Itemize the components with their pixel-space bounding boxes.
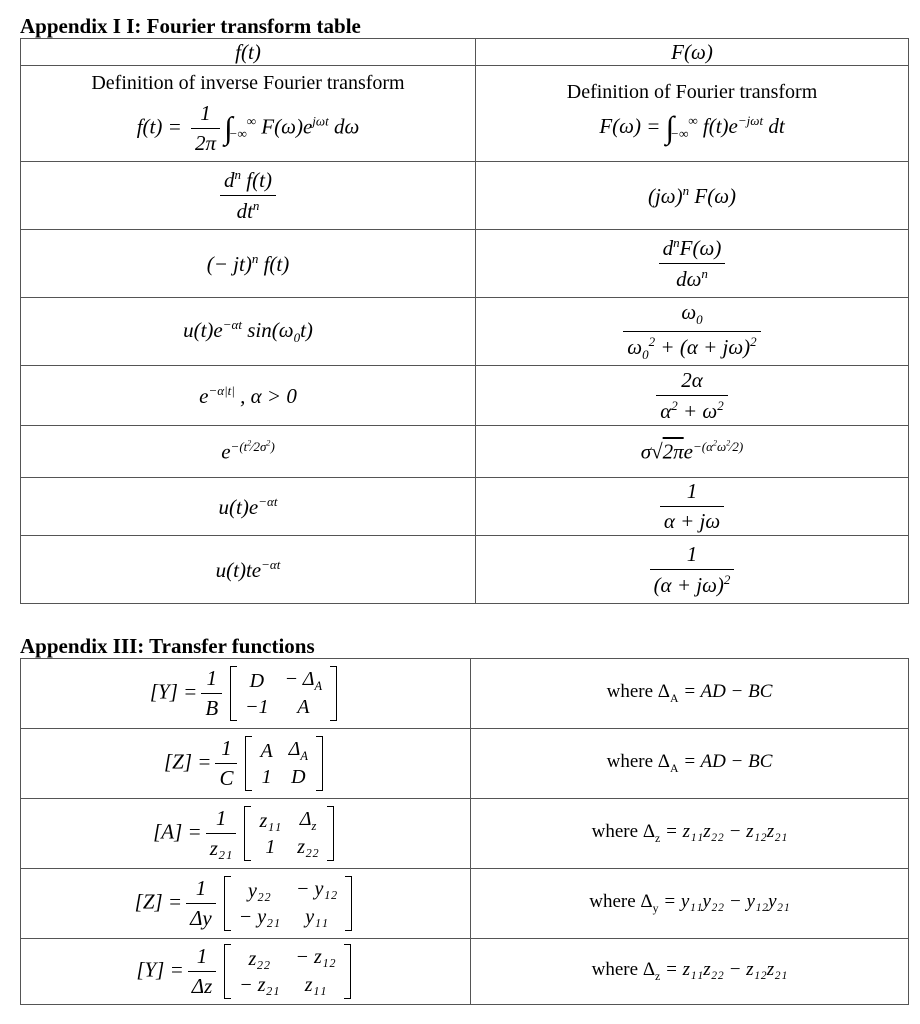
matrix-cell: $\Delta_A$	[288, 738, 308, 763]
matrix-cell: A	[260, 739, 273, 762]
matrix-cell: − y₂₁	[238, 906, 281, 928]
transfer-matrix	[21, 939, 471, 1005]
table-row	[21, 799, 909, 869]
pair-derivative-left: $d^n$ f(t) $dt^n$	[21, 162, 476, 230]
table-row	[21, 869, 909, 939]
transfer-matrix	[21, 799, 471, 869]
transfer-matrix	[21, 729, 471, 799]
pair-t-exp-right: $\frac{1}{(\alpha + j\omega)^2}$	[476, 536, 909, 604]
pair-gaussian-left: $e^{-(t^2⁄2\sigma^2)}$	[21, 426, 476, 478]
transfer-functions-table	[20, 658, 909, 1005]
delta-definition: where $\Delta_z = z_{11}z_{22} - z_{12}z_{21}$	[471, 799, 909, 869]
col-header-f-t: f(t)	[21, 39, 476, 66]
scalar-denominator: Δz	[188, 971, 217, 999]
scalar-denominator: C	[215, 763, 237, 791]
matrix-cell: z₂₂	[248, 947, 271, 970]
matrix-cell: y₂₂	[248, 879, 271, 902]
table-row	[21, 162, 909, 230]
matrix-cell: z₂₂	[297, 836, 319, 858]
matrix-lhs: [Z] =	[134, 889, 183, 914]
delta-definition: where $\Delta_A$ = AD − BC	[471, 659, 909, 729]
appendix-3	[20, 634, 908, 1005]
pair-causal-exp-right: $\frac{1}{\alpha + j\omega}$	[476, 478, 909, 536]
table-row	[21, 230, 909, 298]
pair-causal-exp-left: $u(t)e^{-\alpha t}$	[21, 478, 476, 536]
matrix-cell: 1	[265, 836, 276, 858]
matrix-cell: − $\Delta_A$	[284, 668, 323, 693]
pair-damped-sine-left: $u(t)e^{-\alpha t}$ $\sin(\omega_0t)$	[21, 298, 476, 366]
scalar-numerator: 1	[221, 736, 232, 760]
ft-definition: Definition of Fourier transform $F(\omega) = \int_{-\infty}^\infty$ $f(t)e^{-j\omega t}$ dt	[476, 66, 909, 162]
pair-gaussian-right: $\sigma√2\pi e^{-(\alpha^2\omega^2⁄2)}$	[476, 426, 909, 478]
delta-definition: where $\Delta_y = y_{11}y_{22} - y_{12}y_{21}$	[471, 869, 909, 939]
matrix-cell: z₁₁	[259, 809, 282, 832]
matrix-lhs: [Y] =	[149, 679, 198, 704]
delta-definition: where $\Delta_z = z_{11}z_{22} - z_{12}z_{21}$	[471, 939, 909, 1005]
pair-damped-sine-right: $\frac{\omega_0}{\omega_0^2 + (\alpha + j\omega)^2}$	[476, 298, 909, 366]
scalar-denominator: Δy	[186, 903, 216, 931]
scalar-numerator: 1	[215, 806, 227, 830]
appendix-2	[20, 14, 908, 604]
matrix-cell: − z₁₂	[295, 946, 336, 968]
pair-derivative-right: $(j\omega)^n$ F(ω)	[476, 162, 909, 230]
table-row	[21, 536, 909, 604]
appendix-2-title: Appendix I I: Fourier transform table	[20, 14, 361, 38]
pair-moment-right: $d^nF(\omega)$ $d\omega^n$	[476, 230, 909, 298]
appendix-3-title: Appendix III: Transfer functions	[20, 634, 315, 658]
scalar-numerator: 1	[206, 666, 217, 690]
table-row	[21, 729, 909, 799]
matrix-cell: $\Delta_z$	[299, 808, 317, 833]
matrix-cell: D	[249, 669, 265, 692]
matrix-lhs: [Y] =	[136, 957, 184, 982]
matrix-cell: − y₁₂	[296, 878, 338, 900]
fourier-table	[20, 38, 909, 604]
table-row	[21, 426, 909, 478]
matrix-lhs: [Z] =	[163, 749, 212, 774]
pair-moment-left: (− jt)$^n$ f(t)	[21, 230, 476, 298]
transfer-matrix	[21, 659, 471, 729]
delta-definition: where $\Delta_A$ = AD − BC	[471, 729, 909, 799]
matrix-cell: y₁₁	[305, 906, 329, 928]
table-row	[21, 659, 909, 729]
scalar-denominator: B	[201, 693, 222, 721]
definition-row	[21, 66, 909, 162]
matrix-cell: − z₂₁	[239, 974, 280, 996]
scalar-denominator: z₂₁	[206, 833, 237, 861]
matrix-cell: A	[297, 696, 310, 718]
transfer-matrix	[21, 869, 471, 939]
table-row	[21, 366, 909, 426]
table-row	[21, 478, 909, 536]
ft-caption: Definition of Fourier transform	[566, 81, 818, 103]
scalar-numerator: 1	[195, 876, 207, 900]
pair-t-exp-left: $u(t)te^{-\alpha t}$	[21, 536, 476, 604]
inverse-ft-caption: Definition of inverse Fourier transform	[91, 71, 405, 94]
pair-two-sided-exp-left: $e^{-\alpha|t|}$ , α > 0	[21, 366, 476, 426]
matrix-cell: −1	[245, 696, 269, 718]
scalar-numerator: 1	[196, 944, 208, 968]
col-header-F-omega: F(ω)	[476, 39, 909, 66]
pair-two-sided-exp-right: $\frac{2\alpha}{\alpha^2 + \omega^2}$	[476, 366, 909, 426]
matrix-cell: z₁₁	[304, 974, 327, 996]
table-row	[21, 939, 909, 1005]
inverse-ft-definition: Definition of inverse Fourier transform f(t) = $\frac{1}{2\pi}$ $\int_{-\infty}^\infty$ $F(\omega)e^{j\omega t}$ dω	[21, 66, 476, 162]
table-header-row	[21, 39, 909, 66]
table-row	[21, 298, 909, 366]
matrix-lhs: [A] =	[153, 819, 202, 844]
matrix-cell: 1	[261, 766, 272, 788]
matrix-cell: D	[291, 766, 306, 788]
